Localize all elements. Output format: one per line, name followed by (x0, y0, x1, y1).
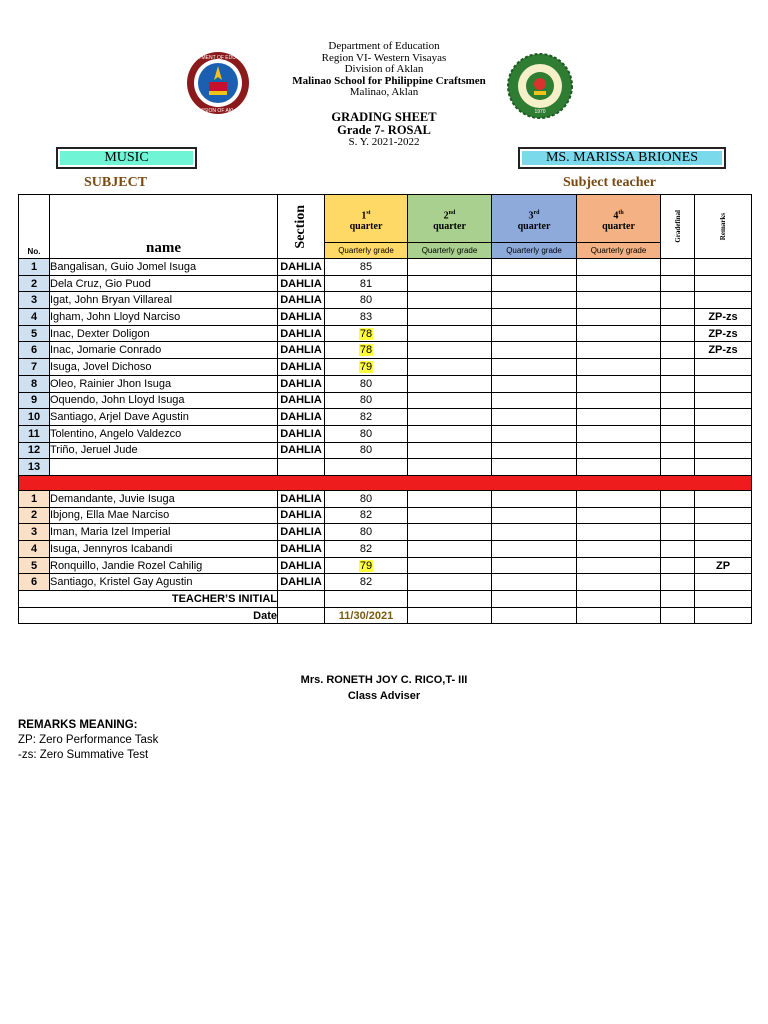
remarks (695, 275, 752, 292)
q3-grade (492, 442, 577, 459)
q2-grade (408, 425, 492, 442)
remarks (695, 259, 752, 276)
q1-grade (325, 409, 408, 426)
student-name: Demandante, Juvie Isuga (50, 490, 278, 507)
q1-grade (325, 292, 408, 309)
row-number: 3 (19, 292, 50, 309)
q2-grade (408, 442, 492, 459)
q4-grade (577, 392, 661, 409)
subject-box (56, 147, 197, 169)
remarks (695, 442, 752, 459)
final-grade (661, 292, 695, 309)
q1-grade-value: 80 (359, 444, 373, 457)
teacher-box (518, 147, 726, 169)
q4-grade (577, 259, 661, 276)
student-name: Inac, Jomarie Conrado (50, 342, 278, 359)
sheet-title-block (0, 111, 768, 149)
final-grade (661, 375, 695, 392)
quarter-3-num: 3 (528, 210, 534, 221)
q3-grade (492, 342, 577, 359)
table-row (19, 259, 752, 276)
student-name: Isuga, Jovel Dichoso (50, 359, 278, 376)
quarter-1-sub: Quarterly grade (325, 242, 407, 258)
subject-caption: SUBJECT (84, 175, 148, 190)
student-name: Santiago, Kristel Gay Agustin (50, 574, 278, 591)
q1-grade-value: 82 (359, 411, 373, 424)
q4-grade (577, 409, 661, 426)
quarter-1-sup: st (366, 209, 371, 216)
student-name: Ibjong, Ella Mae Narciso (50, 507, 278, 524)
table-row (19, 557, 752, 574)
row-number: 12 (19, 442, 50, 459)
q2-grade (408, 541, 492, 558)
adviser-block (0, 672, 768, 704)
remarks-legend-zs: -zs: Zero Summative Test (18, 749, 149, 761)
remarks (695, 292, 752, 309)
row-number: 7 (19, 359, 50, 376)
q1-grade-value: 83 (359, 310, 373, 323)
final-grade (661, 442, 695, 459)
q1-grade-value: 82 (359, 576, 373, 589)
q1-grade-value: 79 (359, 360, 373, 373)
student-name: Tolentino, Angelo Valdezco (50, 425, 278, 442)
table-row (19, 459, 752, 476)
q1-grade-value: 78 (359, 327, 373, 340)
row-number: 6 (19, 342, 50, 359)
student-section: DAHLIA (278, 557, 325, 574)
row-number: 9 (19, 392, 50, 409)
group-divider (19, 475, 752, 490)
q3-grade (492, 292, 577, 309)
q1-grade-value: 79 (359, 559, 373, 572)
q4-grade (577, 459, 661, 476)
quarter-4-label: quarter (602, 221, 635, 232)
q2-grade (408, 490, 492, 507)
row-number: 5 (19, 325, 50, 342)
row-number: 8 (19, 375, 50, 392)
remarks-legend-zp: ZP: Zero Performance Task (18, 734, 159, 746)
student-name: Triño, Jeruel Jude (50, 442, 278, 459)
remarks (695, 425, 752, 442)
remarks (695, 490, 752, 507)
q1-grade-value: 82 (359, 509, 373, 522)
q2-grade (408, 409, 492, 426)
student-section: DAHLIA (278, 375, 325, 392)
q4-grade (577, 507, 661, 524)
q3-grade (492, 425, 577, 442)
q3-grade (492, 524, 577, 541)
col-final-header (661, 195, 695, 259)
q4-grade (577, 275, 661, 292)
q1-grade (325, 524, 408, 541)
student-section: DAHLIA (278, 392, 325, 409)
table-row (19, 507, 752, 524)
col-final-label: Gradefinal (673, 210, 682, 243)
table-row (19, 442, 752, 459)
q1-grade (325, 359, 408, 376)
student-section: DAHLIA (278, 425, 325, 442)
quarter-3-sub: Quarterly grade (492, 242, 576, 258)
final-grade (661, 392, 695, 409)
svg-text:DIVISION OF AKLAN: DIVISION OF AKLAN (194, 108, 242, 114)
date-row (19, 607, 752, 624)
q2-grade (408, 392, 492, 409)
q1-grade-value: 80 (359, 427, 373, 440)
table-row (19, 359, 752, 376)
table-row (19, 275, 752, 292)
table-row (19, 292, 752, 309)
col-section-header (278, 195, 325, 259)
q4-grade (577, 490, 661, 507)
table-row (19, 541, 752, 558)
q1-grade (325, 490, 408, 507)
header-line-1: Department of Education (328, 40, 440, 52)
quarter-1-header (325, 195, 408, 259)
remarks: ZP (695, 557, 752, 574)
svg-text:1970: 1970 (534, 109, 546, 115)
final-grade (661, 259, 695, 276)
adviser-title: Class Adviser (347, 690, 421, 702)
q3-grade (492, 409, 577, 426)
student-name: Ronquillo, Jandie Rozel Cahilig (50, 557, 278, 574)
q2-grade (408, 342, 492, 359)
q2-grade (408, 557, 492, 574)
teacher-caption: Subject teacher (563, 175, 656, 190)
student-section: DAHLIA (278, 541, 325, 558)
table-row (19, 574, 752, 591)
q2-grade (408, 309, 492, 326)
student-name: Oquendo, John Lloyd Isuga (50, 392, 278, 409)
q4-grade (577, 325, 661, 342)
q2-grade (408, 375, 492, 392)
final-grade (661, 524, 695, 541)
student-section: DAHLIA (278, 490, 325, 507)
remarks: ZP-zs (695, 325, 752, 342)
q1-grade (325, 325, 408, 342)
remarks (695, 409, 752, 426)
student-section: DAHLIA (278, 409, 325, 426)
quarter-3-label: quarter (517, 221, 551, 232)
col-name-label: name (146, 240, 181, 256)
school-town: Malinao, Aklan (349, 86, 419, 98)
final-grade (661, 342, 695, 359)
header-line-3: Division of Aklan (344, 63, 424, 75)
table-row (19, 375, 752, 392)
q3-grade (492, 490, 577, 507)
q1-grade-value: 78 (359, 344, 373, 357)
q1-grade (325, 375, 408, 392)
q4-grade (577, 359, 661, 376)
q1-grade-value: 82 (359, 542, 373, 555)
date-value: 11/30/2021 (325, 607, 408, 624)
student-name: Iman, Maria Izel Imperial (50, 524, 278, 541)
q1-grade (325, 507, 408, 524)
q4-grade (577, 524, 661, 541)
table-row (19, 325, 752, 342)
final-grade (661, 325, 695, 342)
table-row (19, 490, 752, 507)
q1-grade (325, 459, 408, 476)
quarter-2-sub: Quarterly grade (408, 242, 491, 258)
final-grade (661, 425, 695, 442)
student-section: DAHLIA (278, 309, 325, 326)
q4-grade (577, 309, 661, 326)
row-number: 10 (19, 409, 50, 426)
final-grade (661, 541, 695, 558)
row-number: 3 (19, 524, 50, 541)
row-number: 13 (19, 459, 50, 476)
q1-grade (325, 342, 408, 359)
q1-grade (325, 392, 408, 409)
row-number: 6 (19, 574, 50, 591)
q4-grade (577, 375, 661, 392)
table-row (19, 309, 752, 326)
table-row (19, 392, 752, 409)
student-section: DAHLIA (278, 259, 325, 276)
quarter-4-num: 4 (613, 210, 619, 221)
student-name: Bangalisan, Guio Jomel Isuga (50, 259, 278, 276)
quarter-4-header (577, 195, 661, 259)
q3-grade (492, 574, 577, 591)
q4-grade (577, 342, 661, 359)
q1-grade-value: 81 (359, 277, 373, 290)
final-grade (661, 490, 695, 507)
remarks (695, 359, 752, 376)
q3-grade (492, 557, 577, 574)
student-section: DAHLIA (278, 574, 325, 591)
svg-text:DEPARTMENT OF EDUCATION: DEPARTMENT OF EDUCATION (185, 55, 251, 61)
q1-grade (325, 259, 408, 276)
table-header-row (19, 195, 752, 259)
adviser-name: Mrs. RONETH JOY C. RICO,T- III (300, 674, 468, 686)
remarks: ZP-zs (695, 309, 752, 326)
q4-grade (577, 425, 661, 442)
q2-grade (408, 507, 492, 524)
col-remarks-label: Remarks (719, 212, 727, 241)
q3-grade (492, 375, 577, 392)
q4-grade (577, 541, 661, 558)
date-label: Date (19, 607, 278, 624)
header-line-2: Region VI- Western Visayas (321, 51, 447, 64)
student-name: Dela Cruz, Gio Puod (50, 275, 278, 292)
col-remarks-header (695, 195, 752, 259)
q1-grade (325, 275, 408, 292)
q3-grade (492, 392, 577, 409)
table-row (19, 524, 752, 541)
q3-grade (492, 325, 577, 342)
q2-grade (408, 359, 492, 376)
student-name: Oleo, Rainier Jhon Isuga (50, 375, 278, 392)
remarks (695, 392, 752, 409)
student-name (50, 459, 278, 476)
student-section (278, 459, 325, 476)
quarter-2-sup: nd (448, 209, 456, 216)
final-grade (661, 507, 695, 524)
q1-grade (325, 557, 408, 574)
q3-grade (492, 541, 577, 558)
student-name: Inac, Dexter Doligon (50, 325, 278, 342)
q1-grade (325, 425, 408, 442)
table-row (19, 409, 752, 426)
quarter-1-num: 1 (361, 210, 367, 221)
student-name: Igat, John Bryan Villareal (50, 292, 278, 309)
q3-grade (492, 259, 577, 276)
q2-grade (408, 524, 492, 541)
q1-grade-value: 85 (359, 260, 373, 273)
col-section-label: Section (293, 204, 308, 249)
remarks (695, 459, 752, 476)
q2-grade (408, 459, 492, 476)
student-section: DAHLIA (278, 507, 325, 524)
school-year: S. Y. 2021-2022 (348, 136, 420, 148)
row-number: 2 (19, 275, 50, 292)
grade-section: Grade 7- ROSAL (337, 123, 431, 137)
teachers-initial-row (19, 591, 752, 608)
quarter-1-label: quarter (349, 221, 383, 232)
q1-grade (325, 574, 408, 591)
remarks (695, 524, 752, 541)
q3-grade (492, 359, 577, 376)
q4-grade (577, 292, 661, 309)
final-grade (661, 459, 695, 476)
student-section: DAHLIA (278, 359, 325, 376)
q3-grade (492, 459, 577, 476)
remarks-legend (18, 718, 158, 763)
grading-table (18, 194, 752, 624)
quarter-4-sub: Quarterly grade (577, 242, 660, 258)
group-1-rows (19, 259, 752, 476)
remarks (695, 375, 752, 392)
quarter-3-header (492, 195, 577, 259)
remarks-legend-title: REMARKS MEANING: (18, 719, 138, 731)
subject-value: MUSIC (60, 151, 193, 165)
row-number: 1 (19, 490, 50, 507)
q2-grade (408, 259, 492, 276)
q1-grade (325, 309, 408, 326)
student-name: Isuga, Jennyros Icabandi (50, 541, 278, 558)
final-grade (661, 574, 695, 591)
q3-grade (492, 309, 577, 326)
student-section: DAHLIA (278, 275, 325, 292)
q1-grade (325, 442, 408, 459)
col-no-header (19, 195, 50, 259)
quarter-4-sup: th (618, 209, 624, 216)
q1-grade (325, 541, 408, 558)
student-section: DAHLIA (278, 524, 325, 541)
q4-grade (577, 442, 661, 459)
row-number: 1 (19, 259, 50, 276)
quarter-3-sup: rd (533, 209, 540, 216)
col-no-label: No. (27, 247, 41, 256)
q1-grade-value: 80 (359, 526, 373, 539)
student-section: DAHLIA (278, 325, 325, 342)
q3-grade (492, 507, 577, 524)
remarks: ZP-zs (695, 342, 752, 359)
school-header (0, 41, 768, 99)
final-grade (661, 309, 695, 326)
final-grade (661, 275, 695, 292)
teachers-initial-label: TEACHER’S INITIAL (19, 591, 278, 608)
final-grade (661, 557, 695, 574)
row-number: 11 (19, 425, 50, 442)
q4-grade (577, 574, 661, 591)
row-number: 4 (19, 541, 50, 558)
final-grade (661, 359, 695, 376)
q1-grade-value: 80 (359, 394, 373, 407)
group-2-rows (19, 490, 752, 590)
quarter-2-num: 2 (443, 210, 449, 221)
row-number: 5 (19, 557, 50, 574)
q3-grade (492, 275, 577, 292)
student-section: DAHLIA (278, 442, 325, 459)
row-number: 2 (19, 507, 50, 524)
q2-grade (408, 292, 492, 309)
col-name-header (50, 195, 278, 259)
student-name: Igham, John Lloyd Narciso (50, 309, 278, 326)
final-grade (661, 409, 695, 426)
quarter-2-label: quarter (433, 221, 466, 232)
q2-grade (408, 325, 492, 342)
q1-grade-value: 80 (359, 377, 373, 390)
row-number: 4 (19, 309, 50, 326)
student-section: DAHLIA (278, 342, 325, 359)
sheet-title: GRADING SHEET (331, 110, 437, 124)
table-row (19, 425, 752, 442)
school-name: Malinao School for Philippine Craftsmen (292, 74, 486, 87)
student-name: Santiago, Arjel Dave Agustin (50, 409, 278, 426)
q2-grade (408, 275, 492, 292)
q2-grade (408, 574, 492, 591)
q1-grade-value: 80 (359, 492, 373, 505)
quarter-2-header (408, 195, 492, 259)
q1-grade-value: 80 (359, 294, 373, 307)
student-section: DAHLIA (278, 292, 325, 309)
remarks (695, 507, 752, 524)
teacher-value: MS. MARISSA BRIONES (522, 151, 722, 165)
q4-grade (577, 557, 661, 574)
remarks (695, 541, 752, 558)
table-row (19, 342, 752, 359)
remarks (695, 574, 752, 591)
